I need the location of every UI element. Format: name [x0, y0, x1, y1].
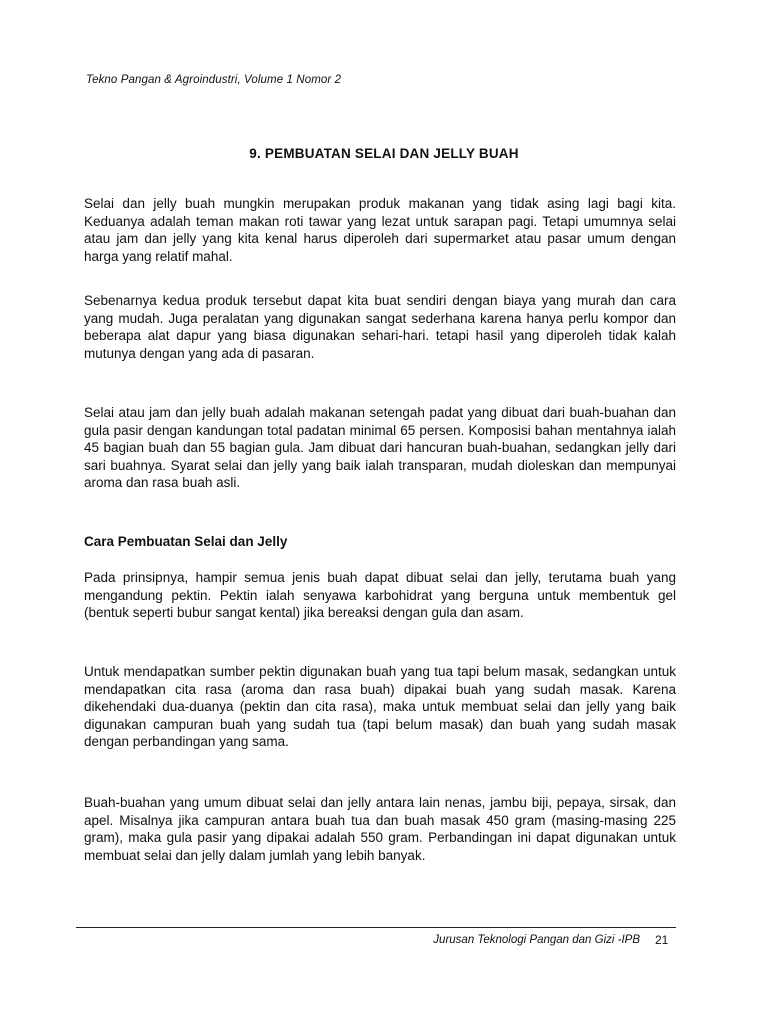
paragraph-fruit-ripeness: Untuk mendapatkan sumber pektin digunakan buah yang tua tapi belum masak, sedangkan untuk mendapatkan cita rasa (aroma dan rasa buah) dipakai buah yang sudah masak. Karena dikehendaki dua-duanya (pektin dan cita rasa), maka untuk membuat selai dan jelly yang baik digunakan campuran buah yang sudah tua (tapi belum masak) dan buah yang sudah masak dengan perbandingan yang sama. — [84, 664, 676, 750]
paragraph-definition: Selai atau jam dan jelly buah adalah makanan setengah padat yang dibuat dari buah-buahan dan gula pasir dengan kandungan total padatan minimal 65 persen. Komposisi bahan mentahnya ialah 45 bagian buah dan 55 bagian gula. Jam dibuat dari hancuran buah-buahan, sedangkan jelly dari sari buahnya. Syarat selai dan jelly yang baik ialah transparan, mudah dioleskan dan mempunyai aroma dan rasa buah asli. — [84, 405, 676, 491]
section-heading: Cara Pembuatan Selai dan Jelly — [84, 534, 288, 549]
footer-institution: Jurusan Teknologi Pangan dan Gizi -IPB — [433, 934, 640, 946]
paragraph-homemade: Sebenarnya kedua produk tersebut dapat kita buat sendiri dengan biaya yang murah dan cara yang mudah. Juga peralatan yang digunakan sangat sederhana karena hanya perlu kompor dan beberapa alat dapur yang biasa digunakan sehari-hari. tetapi hasil yang diperoleh tidak kalah mutunya dengan yang ada di pasaran. — [84, 293, 676, 361]
page-number: 21 — [655, 933, 669, 947]
running-header: Tekno Pangan & Agroindustri, Volume 1 Nomor 2 — [86, 74, 342, 86]
chapter-title: 9. PEMBUATAN SELAI DAN JELLY BUAH — [249, 146, 519, 161]
paragraph-intro: Selai dan jelly buah mungkin merupakan produk makanan yang tidak asing lagi bagi kita. Keduanya adalah teman makan roti tawar yang lezat untuk sarapan pagi. Tetapi umumnya selai atau jam dan jelly yang kita kenal harus diperoleh dari supermarket atau pasar umum dengan harga yang relatif mahal. — [84, 196, 676, 264]
footer-divider — [76, 927, 676, 928]
paragraph-pectin: Pada prinsipnya, hampir semua jenis buah dapat dibuat selai dan jelly, terutama buah yang mengandung pektin. Pektin ialah senyawa karbohidrat yang berguna untuk membentuk gel (bentuk seperti bubur sangat kental) jika bereaksi dengan gula dan asam. — [84, 570, 676, 621]
paragraph-fruit-examples: Buah-buahan yang umum dibuat selai dan jelly antara lain nenas, jambu biji, pepaya, sirsak, dan apel. Misalnya jika campuran antara buah tua dan buah masak 450 gram (masing-masing 225 gram), maka gula pasir yang dipakai adalah 550 gram. Perbandingan ini dapat digunakan untuk membuat selai dan jelly dalam jumlah yang lebih banyak. — [84, 795, 676, 863]
